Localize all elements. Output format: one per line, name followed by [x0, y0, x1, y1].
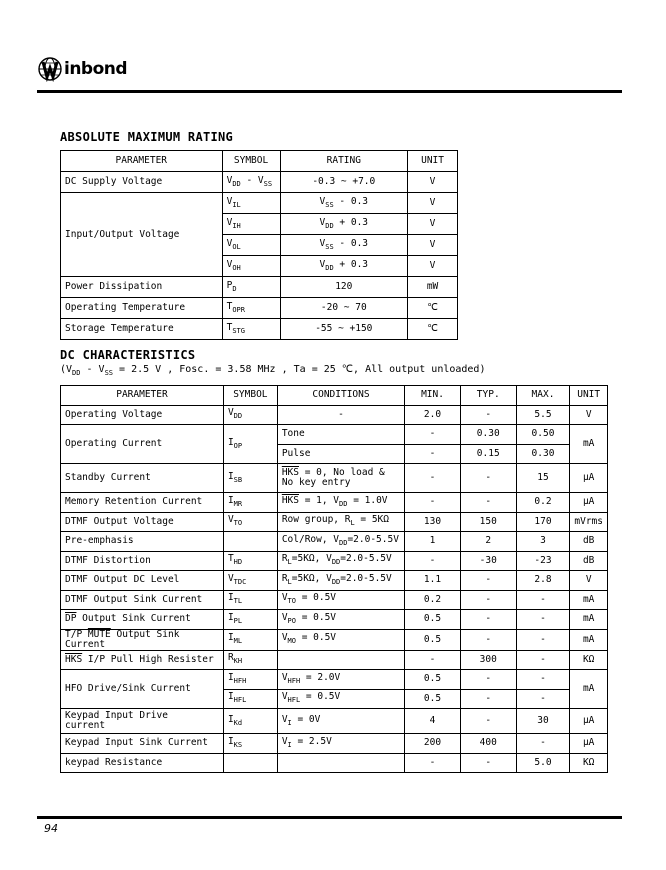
unit-cell: V — [570, 571, 608, 591]
header-cell: MAX. — [516, 386, 570, 406]
symbol-cell — [223, 753, 277, 773]
typ-cell: - — [460, 571, 516, 591]
unit-cell: ℃ — [408, 319, 458, 340]
unit-cell: KΩ — [570, 753, 608, 773]
cond-cell: $R_L=5K\Omega$, $V_{DD}=2.0-5.5V$ — [277, 551, 404, 571]
typ-cell: - — [460, 753, 516, 773]
cond-cell: $V_{HFL} = 0.5V$ — [277, 689, 404, 709]
param-cell: DC Supply Voltage — [61, 172, 223, 193]
max-cell: 30 — [516, 709, 570, 734]
symbol-cell: $V_{OL}$ — [222, 235, 280, 256]
cond-cell — [277, 753, 404, 773]
typ-cell: - — [460, 629, 516, 650]
cond-cell: Pulse — [277, 444, 404, 464]
param-cell: Operating Voltage — [61, 405, 224, 425]
unit-cell: mA — [570, 670, 608, 709]
table-header-row — [61, 151, 458, 172]
max-cell: - — [516, 734, 570, 754]
typ-cell: 400 — [460, 734, 516, 754]
cond-cell: Tone — [277, 425, 404, 445]
typ-cell: - — [460, 405, 516, 425]
cond-cell: Col/Row, $V_{DD}=2.0-5.5V$ — [277, 532, 404, 552]
header-cell: UNIT — [408, 151, 458, 172]
min-cell: - — [405, 551, 461, 571]
header-cell: UNIT — [570, 386, 608, 406]
typ-cell: 0.15 — [460, 444, 516, 464]
unit-cell: V — [408, 172, 458, 193]
unit-cell: mA — [570, 425, 608, 464]
symbol-cell: $T_{OPR}$ — [222, 298, 280, 319]
cond-cell: Row group, $R_L = 5K\Omega$ — [277, 512, 404, 532]
abs-max-table — [60, 150, 458, 340]
symbol-cell: $I_{Kd}$ — [223, 709, 277, 734]
header-rule — [37, 90, 622, 93]
typ-cell: - — [460, 610, 516, 630]
unit-cell: V — [570, 405, 608, 425]
cond-cell: $V_{HFH} = 2.0V$ — [277, 670, 404, 690]
max-cell: 15 — [516, 464, 570, 493]
min-cell: - — [405, 425, 461, 445]
min-cell: 0.5 — [405, 689, 461, 709]
header-cell: CONDITIONS — [277, 386, 404, 406]
rating-cell: $V_{SS} - 0.3$ — [280, 193, 408, 214]
min-cell: 130 — [405, 512, 461, 532]
typ-cell: - — [460, 689, 516, 709]
header-cell: MIN. — [405, 386, 461, 406]
table-row — [61, 734, 608, 754]
param-cell: DTMF Output Sink Current — [61, 590, 224, 610]
footer-rule — [37, 816, 622, 819]
min-cell: 0.5 — [405, 670, 461, 690]
max-cell: 0.2 — [516, 493, 570, 513]
max-cell: 5.0 — [516, 753, 570, 773]
symbol-cell: $V_{IH}$ — [222, 214, 280, 235]
unit-cell: μA — [570, 734, 608, 754]
symbol-cell: $I_{KS}$ — [223, 734, 277, 754]
symbol-cell: $I_{HFH}$ — [223, 670, 277, 690]
table-row — [61, 670, 608, 690]
rating-cell: 120 — [280, 277, 408, 298]
param-cell: Keypad Input Drive current — [61, 709, 224, 734]
rating-cell: -0.3 ~ +7.0 — [280, 172, 408, 193]
param-cell: T/P MUTE Output Sink Current — [61, 629, 224, 650]
table-row — [61, 298, 458, 319]
table-row — [61, 172, 458, 193]
cond-cell: $R_L=5K\Omega$, $V_{DD}=2.0-5.5V$ — [277, 571, 404, 591]
min-cell: - — [405, 493, 461, 513]
table-row — [61, 193, 458, 214]
symbol-cell: $V_{TO}$ — [223, 512, 277, 532]
header-cell: TYP. — [460, 386, 516, 406]
param-cell: DTMF Output DC Level — [61, 571, 224, 591]
table-row — [61, 425, 608, 445]
max-cell: 3 — [516, 532, 570, 552]
min-cell: 0.2 — [405, 590, 461, 610]
header-cell: PARAMETER — [61, 386, 224, 406]
param-cell: $\overline{DP}$ Output Sink Current — [61, 610, 224, 630]
cond-cell: - — [277, 405, 404, 425]
param-cell: Operating Current — [61, 425, 224, 464]
page-number: 94 — [44, 822, 58, 835]
symbol-cell: $I_{OP}$ — [223, 425, 277, 464]
min-cell: 0.5 — [405, 629, 461, 650]
cond-cell — [277, 650, 404, 670]
max-cell: - — [516, 650, 570, 670]
unit-cell: dB — [570, 551, 608, 571]
cond-cell: $V_{PO} = 0.5V$ — [277, 610, 404, 630]
table-row — [61, 493, 608, 513]
unit-cell: V — [408, 214, 458, 235]
table-row — [61, 709, 608, 734]
table-row — [61, 551, 608, 571]
typ-cell: 150 — [460, 512, 516, 532]
unit-cell: μA — [570, 493, 608, 513]
max-cell: - — [516, 590, 570, 610]
min-cell: - — [405, 753, 461, 773]
table-row — [61, 650, 608, 670]
unit-cell: dB — [570, 532, 608, 552]
param-cell: Memory Retention Current — [61, 493, 224, 513]
typ-cell: - — [460, 709, 516, 734]
abs-title: ABSOLUTE MAXIMUM RATING — [60, 130, 234, 144]
max-cell: 2.8 — [516, 571, 570, 591]
table-row — [61, 512, 608, 532]
unit-cell: V — [408, 256, 458, 277]
symbol-cell: $I_{PL}$ — [223, 610, 277, 630]
logo-text: inbond — [64, 59, 128, 79]
min-cell: 0.5 — [405, 610, 461, 630]
cond-cell: $V_I = 0V$ — [277, 709, 404, 734]
unit-cell: μA — [570, 464, 608, 493]
symbol-cell: $I_{SB}$ — [223, 464, 277, 493]
header-cell: PARAMETER — [61, 151, 223, 172]
cond-cell: $\overline{HKS} = 0$, No load & No key entry — [277, 464, 404, 493]
max-cell: 0.30 — [516, 444, 570, 464]
typ-cell: -30 — [460, 551, 516, 571]
symbol-cell: $I_{ML}$ — [223, 629, 277, 650]
symbol-cell — [223, 532, 277, 552]
symbol-cell: $V_{OH}$ — [222, 256, 280, 277]
max-cell: - — [516, 629, 570, 650]
dc-title: DC CHARACTERISTICS — [60, 348, 196, 362]
typ-cell: - — [460, 590, 516, 610]
max-cell: -23 — [516, 551, 570, 571]
min-cell: 2.0 — [405, 405, 461, 425]
rating-cell: $V_{DD} + 0.3$ — [280, 214, 408, 235]
param-cell: Keypad Input Sink Current — [61, 734, 224, 754]
unit-cell: mW — [408, 277, 458, 298]
table-row — [61, 405, 608, 425]
unit-cell: mA — [570, 610, 608, 630]
table-row — [61, 532, 608, 552]
header-cell: SYMBOL — [222, 151, 280, 172]
winbond-logo — [37, 56, 127, 82]
max-cell: - — [516, 689, 570, 709]
param-cell: Operating Temperature — [61, 298, 223, 319]
symbol-cell: $R_{KH}$ — [223, 650, 277, 670]
rating-cell: -20 ~ 70 — [280, 298, 408, 319]
max-cell: - — [516, 670, 570, 690]
rating-cell: $V_{SS} - 0.3$ — [280, 235, 408, 256]
table-row — [61, 629, 608, 650]
typ-cell: 300 — [460, 650, 516, 670]
param-cell: HFO Drive/Sink Current — [61, 670, 224, 709]
cond-cell: $V_I = 2.5V$ — [277, 734, 404, 754]
unit-cell: mA — [570, 590, 608, 610]
min-cell: - — [405, 650, 461, 670]
typ-cell: - — [460, 493, 516, 513]
symbol-cell: $I_{HFL}$ — [223, 689, 277, 709]
max-cell: 0.50 — [516, 425, 570, 445]
dc-conditions: ($V_{DD} - V_{SS} = 2.5$ V , Fosc. = 3.58 MHz , Ta = 25 ℃, All output unloaded) — [60, 364, 486, 377]
min-cell: 1 — [405, 532, 461, 552]
param-cell: Storage Temperature — [61, 319, 223, 340]
symbol-cell: $P_D$ — [222, 277, 280, 298]
cond-cell: $\overline{HKS} = 1$, $V_{DD} = 1.0V$ — [277, 493, 404, 513]
unit-cell: V — [408, 193, 458, 214]
param-cell: Power Dissipation — [61, 277, 223, 298]
table-row — [61, 571, 608, 591]
typ-cell: 2 — [460, 532, 516, 552]
param-cell: Pre-emphasis — [61, 532, 224, 552]
typ-cell: - — [460, 464, 516, 493]
table-row — [61, 610, 608, 630]
dc-characteristics-table — [60, 385, 608, 773]
table-row — [61, 590, 608, 610]
param-cell: keypad Resistance — [61, 753, 224, 773]
typ-cell: - — [460, 670, 516, 690]
min-cell: - — [405, 464, 461, 493]
cond-cell: $V_{TO} = 0.5V$ — [277, 590, 404, 610]
param-cell: DTMF Output Voltage — [61, 512, 224, 532]
table-row — [61, 277, 458, 298]
unit-cell: ℃ — [408, 298, 458, 319]
unit-cell: mVrms — [570, 512, 608, 532]
header-cell: SYMBOL — [223, 386, 277, 406]
table-row — [61, 753, 608, 773]
symbol-cell: $V_{TDC}$ — [223, 571, 277, 591]
rating-cell: -55 ~ +150 — [280, 319, 408, 340]
min-cell: 200 — [405, 734, 461, 754]
unit-cell: mA — [570, 629, 608, 650]
table-header-row — [61, 386, 608, 406]
param-cell: Input/Output Voltage — [61, 193, 223, 277]
unit-cell: V — [408, 235, 458, 256]
unit-cell: KΩ — [570, 650, 608, 670]
max-cell: - — [516, 610, 570, 630]
max-cell: 170 — [516, 512, 570, 532]
header-cell: RATING — [280, 151, 408, 172]
min-cell: 4 — [405, 709, 461, 734]
max-cell: 5.5 — [516, 405, 570, 425]
unit-cell: μA — [570, 709, 608, 734]
typ-cell: 0.30 — [460, 425, 516, 445]
table-row — [61, 319, 458, 340]
symbol-cell: $I_{MR}$ — [223, 493, 277, 513]
symbol-cell: $I_{TL}$ — [223, 590, 277, 610]
symbol-cell: $T_{HD}$ — [223, 551, 277, 571]
min-cell: - — [405, 444, 461, 464]
param-cell: $\overline{HKS}$ I/P Pull High Resister — [61, 650, 224, 670]
min-cell: 1.1 — [405, 571, 461, 591]
param-cell: Standby Current — [61, 464, 224, 493]
param-cell: DTMF Distortion — [61, 551, 224, 571]
cond-cell: $V_{MO} = 0.5V$ — [277, 629, 404, 650]
symbol-cell: $V_{IL}$ — [222, 193, 280, 214]
rating-cell: $V_{DD} + 0.3$ — [280, 256, 408, 277]
symbol-cell: $V_{DD} - V_{SS}$ — [222, 172, 280, 193]
table-row — [61, 464, 608, 493]
globe-w-icon — [37, 56, 63, 82]
symbol-cell: $V_{DD}$ — [223, 405, 277, 425]
symbol-cell: $T_{STG}$ — [222, 319, 280, 340]
